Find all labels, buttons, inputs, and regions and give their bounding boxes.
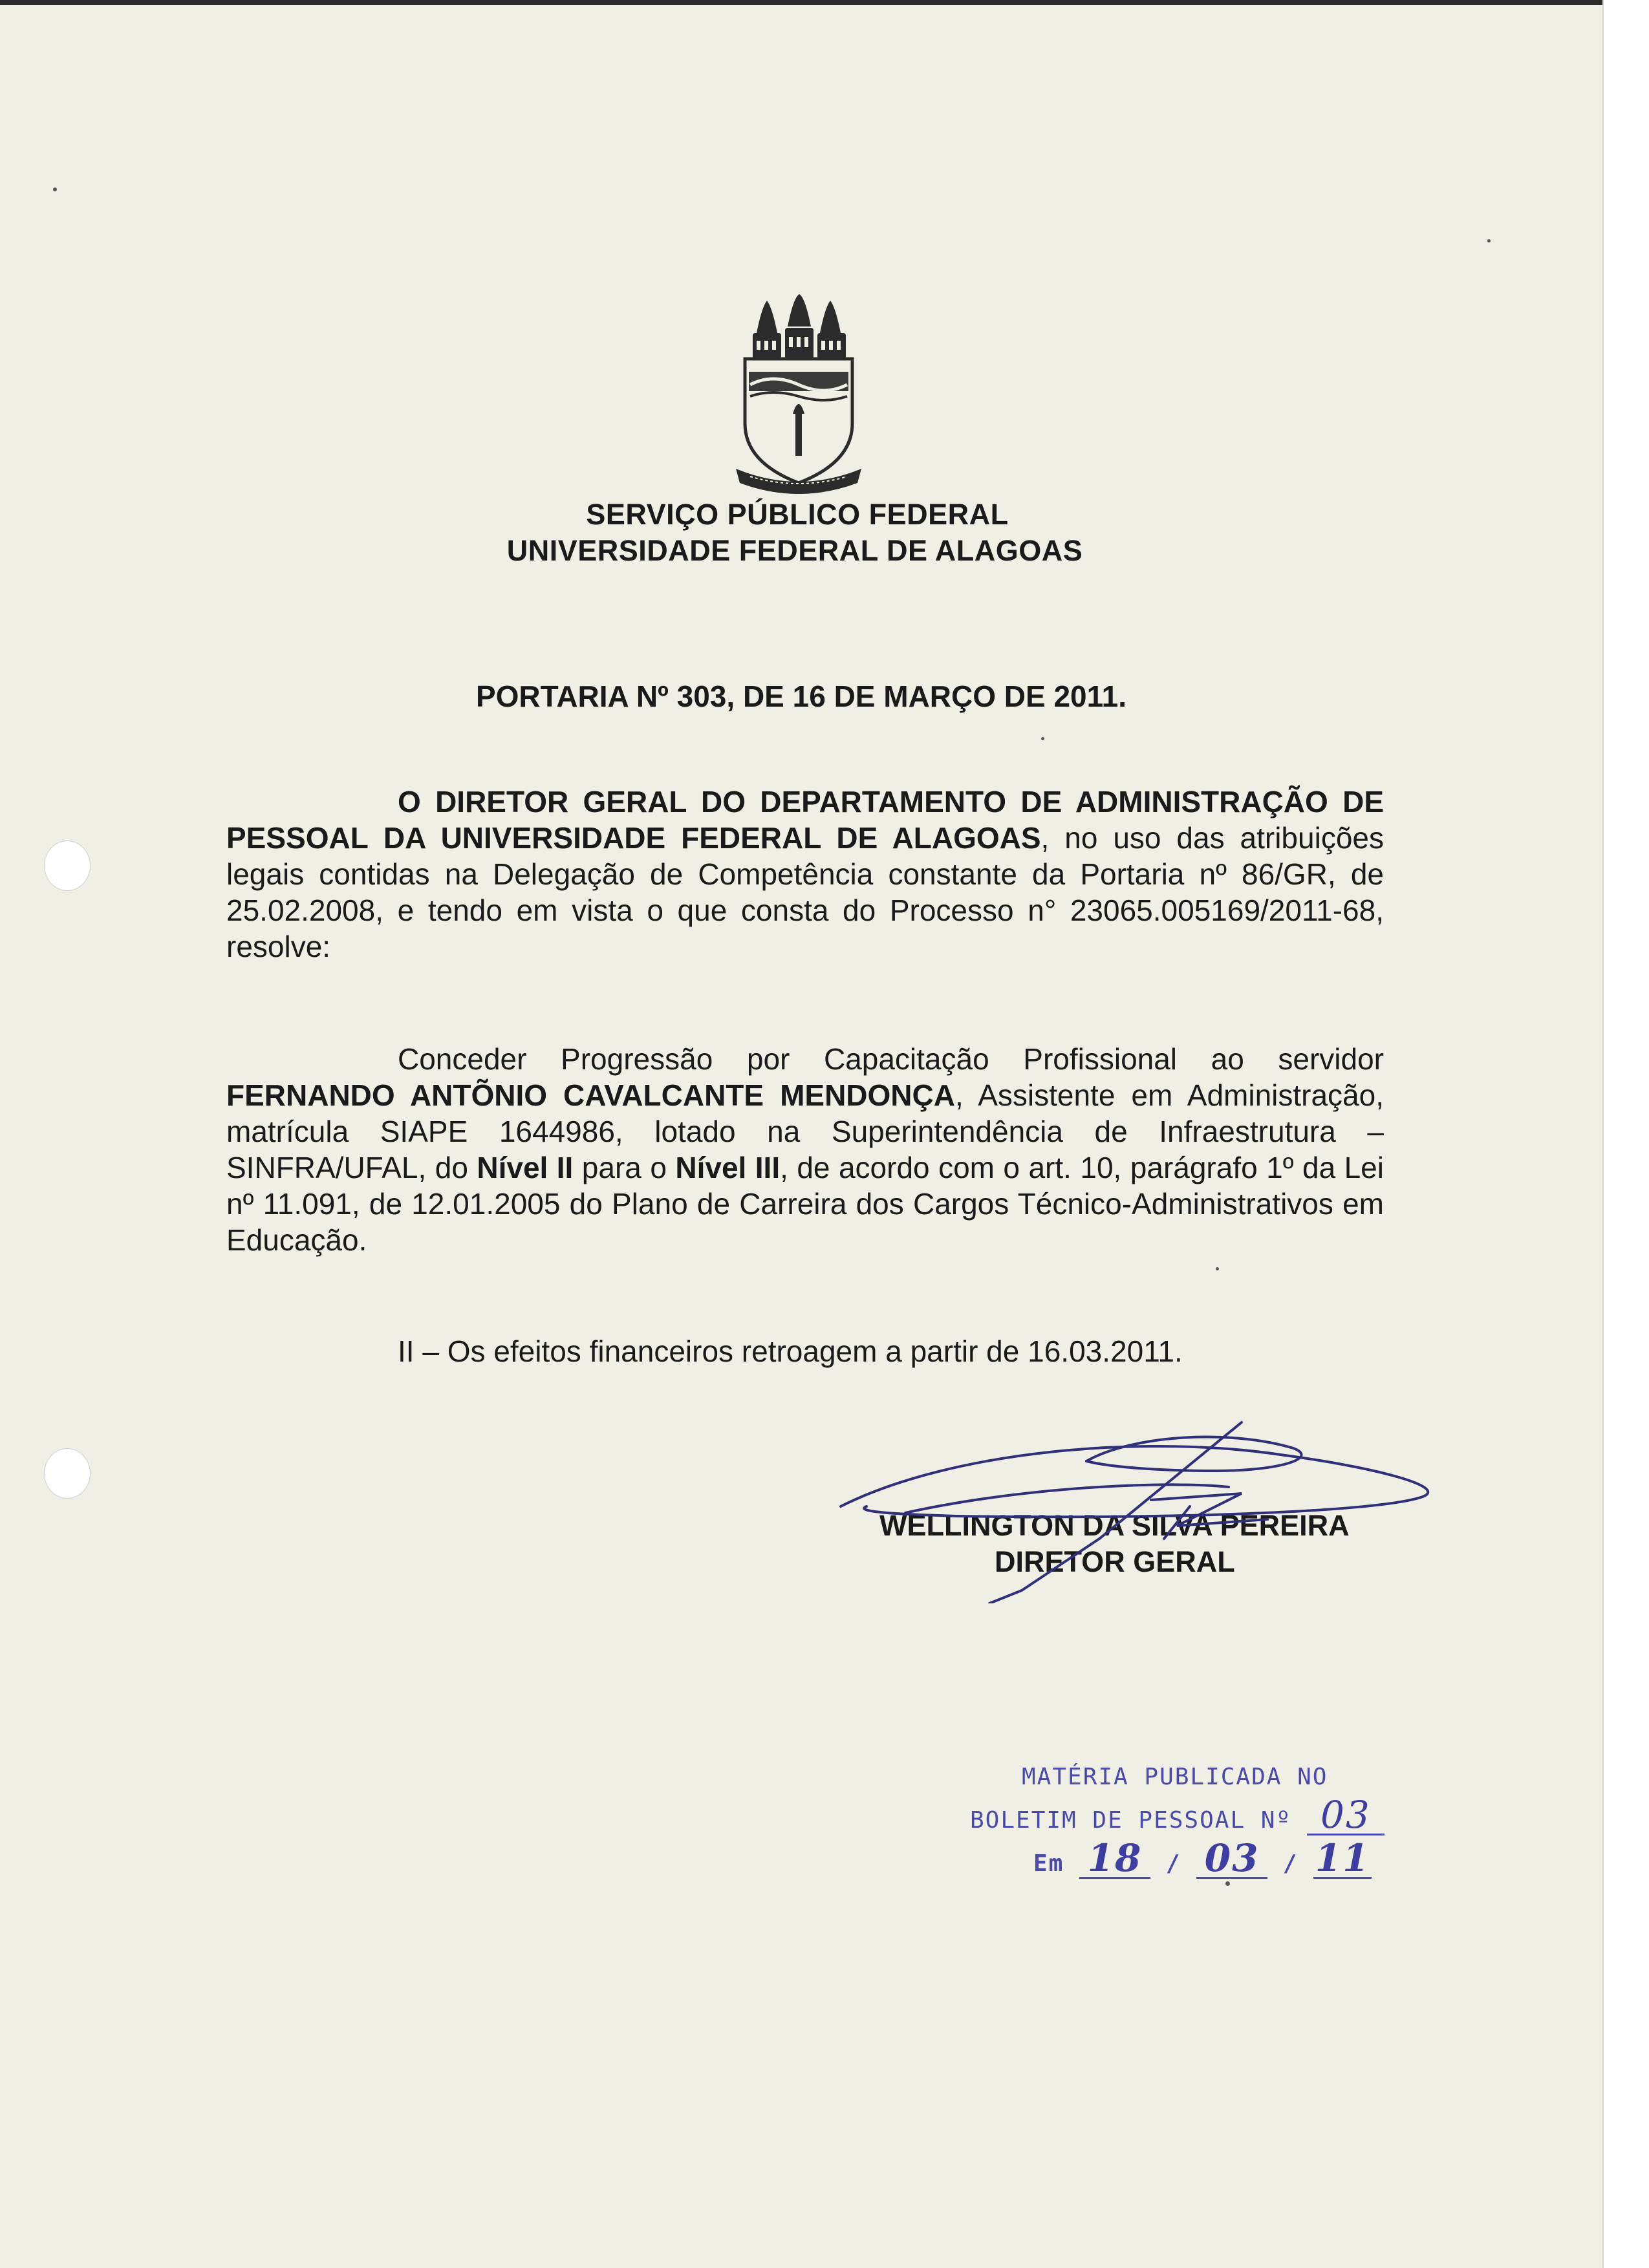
nivel-to: Nível III	[675, 1151, 781, 1184]
servidor-name: FERNANDO ANTÕNIO CAVALCANTE MENDONÇA	[226, 1078, 955, 1112]
stamp-year: 11	[1313, 1839, 1372, 1879]
stamp-line-1: MATÉRIA PUBLICADA NO	[1022, 1764, 1328, 1790]
signer-name: WELLINGTON DA SILVA PEREIRA	[879, 1509, 1350, 1542]
article-1-paragraph	[226, 1041, 1384, 1258]
handwritten-signature	[828, 1409, 1449, 1603]
stamp-month: 03	[1196, 1839, 1267, 1879]
header-university: UNIVERSIDADE FEDERAL DE ALAGOAS	[506, 534, 1083, 567]
ufal-crest-icon	[731, 294, 867, 495]
punch-hole-bottom	[44, 1448, 91, 1499]
stamp-date-prefix: Em	[1033, 1850, 1064, 1877]
article-1-text-b: , Assistente em Administração, matrícula SIAPE 1644986, lotado na Superintendência de Infraestrutura – SINFRA/UFAL, do	[226, 1078, 1384, 1184]
article-1-text-a: Conceder Progressão por Capacitação Profissional ao servidor	[398, 1042, 1384, 1076]
paper-speck	[1041, 737, 1044, 740]
intro-authority: O DIRETOR GERAL DO DEPARTAMENTO DE ADMINISTRAÇÃO DE PESSOAL DA UNIVERSIDADE FEDERAL DE ALAGOAS	[226, 785, 1384, 855]
publication-stamp	[970, 1759, 1423, 1883]
paper-speck	[53, 187, 57, 191]
header-service: SERVIÇO PÚBLICO FEDERAL	[586, 498, 1009, 531]
intro-paragraph	[226, 784, 1384, 965]
article-1-text-c: para o	[573, 1151, 676, 1184]
stamp-line-3: Em 18 / 03 / 11	[970, 1839, 1423, 1883]
stamp-boletim-label: BOLETIM DE PESSOAL Nº	[970, 1807, 1292, 1834]
paper-speck	[1487, 239, 1491, 242]
stamp-boletim-number: 03	[1307, 1796, 1385, 1835]
nivel-from: Nível II	[477, 1151, 574, 1184]
intro-text: , no uso das atribuições legais contidas na Delegação de Competência constante da Portaria nº 86/GR, de 25.02.2008, e tendo em vista o que consta do Processo n° 23065.005169/2011-68, resolve:	[226, 821, 1384, 963]
document-title: PORTARIA Nº 303, DE 16 DE MARÇO DE 2011.	[475, 679, 1127, 713]
punch-hole-top	[44, 840, 91, 891]
stamp-day: 18	[1079, 1839, 1150, 1879]
article-1-text-d: , de acordo com o art. 10, parágrafo 1º da Lei nº 11.091, de 12.01.2005 do Plano de Carreira dos Cargos Técnico-Administrativos em Educação.	[226, 1151, 1384, 1257]
paper-speck	[1216, 1267, 1219, 1270]
signer-role: DIRETOR GERAL	[995, 1545, 1235, 1578]
article-2-paragraph: II – Os efeitos financeiros retroagem a partir de 16.03.2011.	[398, 1334, 1183, 1368]
scan-top-edge	[0, 0, 1602, 5]
stamp-line-2	[970, 1793, 1423, 1839]
